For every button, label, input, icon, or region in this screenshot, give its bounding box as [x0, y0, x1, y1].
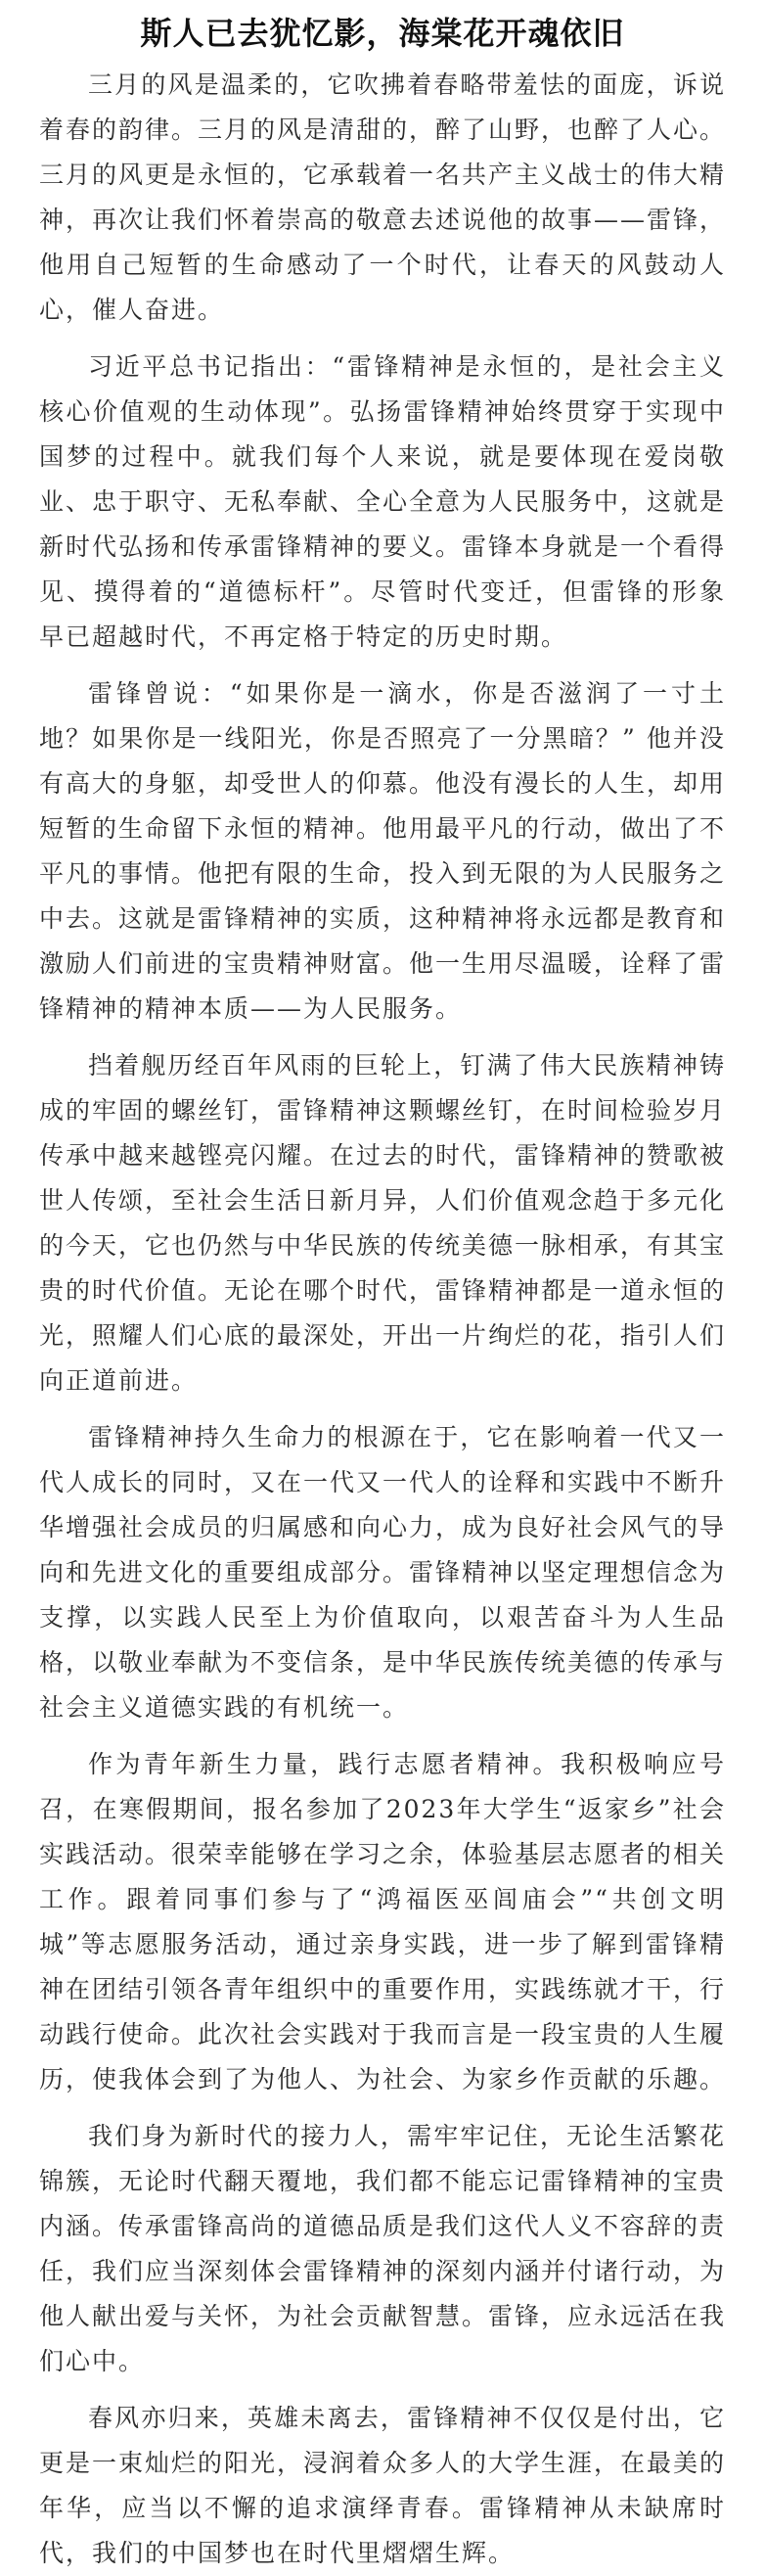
article-paragraph: 春风亦归来，英雄未离去，雷锋精神不仅仅是付出，它更是一束灿烂的阳光，浸润着众多人的大学生涯，在最美的年华，应当以不懈的追求演绎青春。雷锋精神从未缺席时代，我们的中国梦也在时代里熠熠生辉。	[39, 2404, 727, 2567]
article-body	[39, 63, 726, 2576]
article-title: 斯人已去犹忆影，海棠花开魂依旧	[140, 15, 625, 52]
article-paragraph: 我们身为新时代的接力人，需牢牢记住，无论生活繁花锦簇，无论时代翻天覆地，我们都不能忘记雷锋精神的宝贵内涵。传承雷锋高尚的道德品质是我们这代人义不容辞的责任，我们应当深刻体会雷锋精神的深刻内涵并付诸行动，为他人献出爱与关怀，为社会贡献智慧。雷锋，应永远活在我们心中。	[39, 2122, 727, 2375]
article-paragraph: 习近平总书记指出：“雷锋精神是永恒的，是社会主义核心价值观的生动体现”。弘扬雷锋精神始终贯穿于实现中国梦的过程中。就我们每个人来说，就是要体现在爱岗敬业、忠于职守、无私奉献、全心全意为人民服务中，这就是新时代弘扬和传承雷锋精神的要义。雷锋本身就是一个看得见、摸得着的“道德标杆”。尽管时代变迁，但雷锋的形象早已超越时代，不再定格于特定的历史时期。	[39, 352, 727, 651]
article-paragraph: 三月的风是温柔的，它吹拂着春略带羞怯的面庞，诉说着春的韵律。三月的风是清甜的，醉了山野，也醉了人心。三月的风更是永恒的，它承载着一名共产主义战士的伟大精神，再次让我们怀着崇高的敬意去述说他的故事——雷锋，他用自己短暂的生命感动了一个时代，让春天的风鼓动人心，催人奋进。	[39, 70, 727, 324]
article-paragraph: 雷锋精神持久生命力的根源在于，它在影响着一代又一代人成长的同时，又在一代又一代人的诠释和实践中不断升华增强社会成员的归属感和向心力，成为良好社会风气的导向和先进文化的重要组成部分。雷锋精神以坚定理想信念为支撑，以实践人民至上为价值取向，以艰苦奋斗为人生品格，以敬业奉献为不变信条，是中华民族传统美德的传承与社会主义道德实践的有机统一。	[39, 1423, 727, 1722]
article-paragraph: 雷锋曾说：“如果你是一滴水，你是否滋润了一寸土地？如果你是一线阳光，你是否照亮了一分黑暗？” 他并没有高大的身躯，却受世人的仰慕。他没有漫长的人生，却用短暂的生命留下永恒的精神。他用最平凡的行动，做出了不平凡的事情。他把有限的生命，投入到无限的为人民服务之中去。这就是雷锋精神的实质，这种精神将永远都是教育和激励人们前进的宝贵精神财富。他一生用尽温暖，诠释了雷锋精神的精神本质——为人民服务。	[39, 679, 727, 1023]
article-paragraph: 挡着舰历经百年风雨的巨轮上，钉满了伟大民族精神铸成的牢固的螺丝钉，雷锋精神这颗螺丝钉，在时间检验岁月传承中越来越铿亮闪耀。在过去的时代，雷锋精神的赞歌被世人传颂，至社会生活日新月异，人们价值观念趋于多元化的今天，它也仍然与中华民族的传统美德一脉相承，有其宝贵的时代价值。无论在哪个时代，雷锋精神都是一道永恒的光，照耀人们心底的最深处，开出一片绚烂的花，指引人们向正道前进。	[39, 1051, 727, 1395]
article-paragraph: 作为青年新生力量，践行志愿者精神。我积极响应号召，在寒假期间，报名参加了2023年大学生“返家乡”社会实践活动。很荣幸能够在学习之余，体验基层志愿者的相关工作。跟着同事们参与了“鸿福医巫闾庙会”“共创文明城”等志愿服务活动，通过亲身实践，进一步了解到雷锋精神在团结引领各青年组织中的重要作用，实践练就才干，行动践行使命。此次社会实践对于我而言是一段宝贵的人生履历，使我体会到了为他人、为社会、为家乡作贡献的乐趣。	[39, 1750, 727, 2093]
